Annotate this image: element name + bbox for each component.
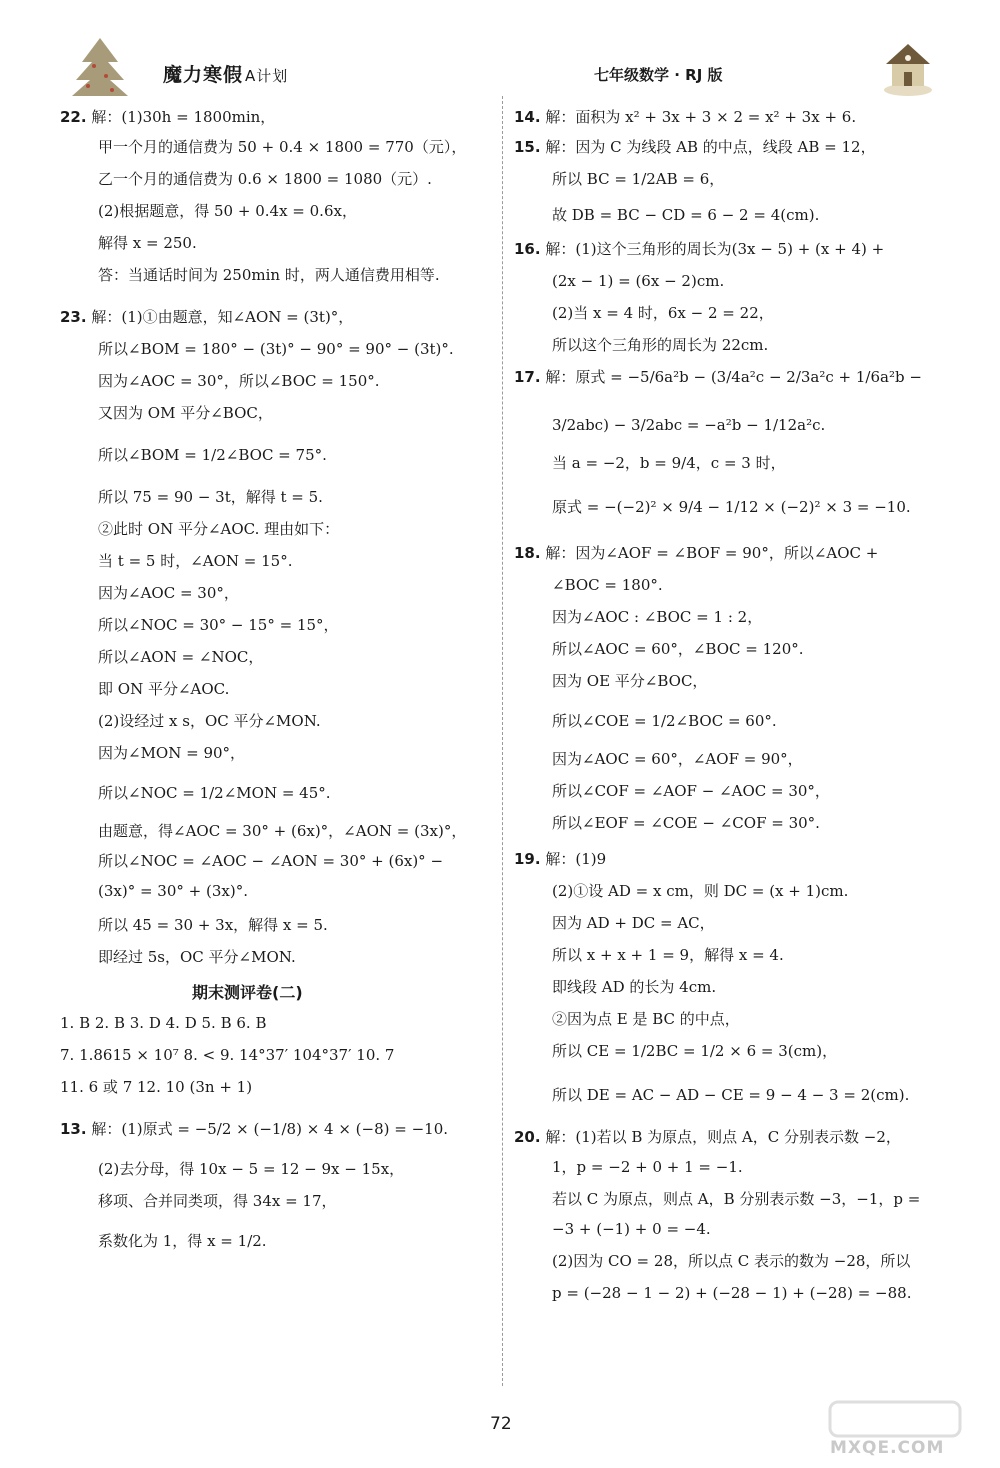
right-text-line — [514, 1126, 901, 1148]
book-title-text: 魔力寒假 — [163, 64, 244, 86]
book-title — [163, 60, 288, 87]
column-divider — [502, 96, 503, 1386]
right-text-line: 因为∠AOC = 60°，∠AOF = 90°， — [552, 750, 803, 768]
answer-text: 解：(1)①由题意，知∠AON = (3t)°， — [86, 308, 354, 326]
right-text-line: 所以 CE = 1/2BC = 1/2 × 6 = 3(cm)， — [552, 1042, 838, 1060]
right-text-line — [514, 848, 606, 870]
christmas-tree-icon — [60, 36, 140, 98]
left-text-line: 甲一个月的通信费为 50 + 0.4 × 1800 = 770（元）， — [98, 138, 467, 156]
right-text-line — [514, 366, 922, 388]
right-text-line: 3/2abc) − 3/2abc = −a²b − 1/12a²c. — [552, 416, 826, 434]
page-header — [0, 28, 1000, 98]
left-text-line: 因为∠AOC = 30°， — [98, 584, 239, 602]
right-text-line: 所以 x + x + 1 = 9，解得 x = 4. — [552, 946, 784, 964]
left-text-line: 所以∠NOC = 1/2∠MON = 45°. — [98, 784, 331, 802]
right-text-line: (2)当 x = 4 时，6x − 2 = 22， — [552, 304, 774, 322]
right-text-line: 当 a = −2，b = 9/4，c = 3 时， — [552, 454, 786, 472]
left-text-line — [60, 306, 353, 328]
left-text-line: 因为∠AOC = 30°，所以∠BOC = 150°. — [98, 372, 380, 390]
question-number: 15. — [514, 138, 541, 156]
question-number: 17. — [514, 368, 541, 386]
right-text-line: 所以∠COF = ∠AOF − ∠AOC = 30°， — [552, 782, 830, 800]
answer-text: 解：(1)30h = 1800min， — [86, 108, 276, 126]
left-text-line: 1. B 2. B 3. D 4. D 5. B 6. B — [60, 1014, 267, 1032]
question-number: 20. — [514, 1128, 541, 1146]
right-text-line: ②因为点 E 是 BC 的中点， — [552, 1010, 740, 1028]
right-text-line: 即线段 AD 的长为 4cm. — [552, 978, 717, 996]
left-text-line: 因为∠MON = 90°， — [98, 744, 246, 762]
page-number: 72 — [490, 1414, 512, 1434]
right-text-line: 原式 = −(−2)² × 9/4 − 1/12 × (−2)² × 3 = −10. — [552, 498, 911, 516]
right-text-line: 若以 C 为原点，则点 A，B 分别表示数 −3，−1，p = — [552, 1190, 921, 1208]
question-number: 18. — [514, 544, 541, 562]
left-text-line: (3x)° = 30° + (3x)°. — [98, 882, 248, 900]
left-text-line: 所以 45 = 30 + 3x，解得 x = 5. — [98, 916, 328, 934]
question-number: 23. — [60, 308, 87, 326]
left-text-line: 由题意，得∠AOC = 30° + (6x)°，∠AON = (3x)°， — [98, 822, 467, 840]
answer-text: 解：(1)这个三角形的周长为(3x − 5) + (x + 4) + — [540, 240, 885, 258]
right-text-line: 所以这个三角形的周长为 22cm. — [552, 336, 769, 354]
grade-label: 七年级数学 · RJ 版 — [594, 66, 723, 84]
right-text-line: (2)①设 AD = x cm，则 DC = (x + 1)cm. — [552, 882, 849, 900]
right-text-line: 所以∠COE = 1/2∠BOC = 60°. — [552, 712, 777, 730]
left-text-line: 所以∠BOM = 1/2∠BOC = 75°. — [98, 446, 327, 464]
left-text-line: 移项、合并同类项，得 34x = 17， — [98, 1192, 337, 1210]
book-plan: A计划 — [245, 67, 289, 85]
answer-text: 解：面积为 x² + 3x + 3 × 2 = x² + 3x + 6. — [540, 108, 857, 126]
left-text-line: 答：当通话时间为 250min 时，两人通信费用相等. — [98, 266, 440, 284]
right-text-line: −3 + (−1) + 0 = −4. — [552, 1220, 711, 1238]
left-text-line: 又因为 OM 平分∠BOC， — [98, 404, 273, 422]
left-text-line: 所以∠NOC = 30° − 15° = 15°， — [98, 616, 339, 634]
left-text-line: 所以∠NOC = ∠AOC − ∠AON = 30° + (6x)° − — [98, 852, 444, 870]
answer-text: 解：(1)9 — [540, 850, 607, 868]
answer-text: 解：原式 = −5/6a²b − (3/4a²c − 2/3a²c + 1/6a²b − — [540, 368, 922, 386]
left-text-line: 所以 75 = 90 − 3t，解得 t = 5. — [98, 488, 323, 506]
left-text-line: 解得 x = 250. — [98, 234, 197, 252]
right-text-line — [514, 136, 876, 158]
left-text-line: 7. 1.8615 × 10⁷ 8. < 9. 14°37′ 104°37′ 10. 7 — [60, 1046, 395, 1064]
question-number: 22. — [60, 108, 87, 126]
left-text-line: 11. 6 或 7 12. 10 (3n + 1) — [60, 1078, 253, 1096]
left-text-line: 所以∠AON = ∠NOC， — [98, 648, 264, 666]
left-text-line: 系数化为 1，得 x = 1/2. — [98, 1232, 267, 1250]
right-text-line: 所以∠EOF = ∠COE − ∠COF = 30°. — [552, 814, 820, 832]
section-title: 期末测评卷(二) — [192, 983, 303, 1002]
question-number: 19. — [514, 850, 541, 868]
question-number: 13. — [60, 1120, 87, 1138]
answer-text: 解：(1)原式 = −5/2 × (−1/8) × 4 × (−8) = −10. — [86, 1120, 449, 1138]
right-text-line: p = (−28 − 1 − 2) + (−28 − 1) + (−28) = −88. — [552, 1284, 912, 1302]
left-text-line: 所以∠BOM = 180° − (3t)° − 90° = 90° − (3t)°. — [98, 340, 454, 358]
right-text-line — [514, 106, 856, 128]
right-text-line: 因为∠AOC : ∠BOC = 1 : 2， — [552, 608, 763, 626]
right-text-line: (2x − 1) = (6x − 2)cm. — [552, 272, 725, 290]
left-text-line: 即经过 5s，OC 平分∠MON. — [98, 948, 296, 966]
answer-text: 解：因为∠AOF = ∠BOF = 90°，所以∠AOC + — [540, 544, 879, 562]
answer-text: 解：因为 C 为线段 AB 的中点，线段 AB = 12， — [540, 138, 876, 156]
right-text-line: ∠BOC = 180°. — [552, 576, 663, 594]
left-text-line: 乙一个月的通信费为 0.6 × 1800 = 1080（元）. — [98, 170, 432, 188]
left-text-line: 当 t = 5 时，∠AON = 15°. — [98, 552, 293, 570]
right-text-line — [514, 542, 878, 564]
question-number: 16. — [514, 240, 541, 258]
right-text-line: (2)因为 CO = 28，所以点 C 表示的数为 −28，所以 — [552, 1252, 911, 1270]
right-text-line: 1，p = −2 + 0 + 1 = −1. — [552, 1158, 743, 1176]
watermark-text: MXQE.COM — [830, 1438, 945, 1458]
right-text-line: 因为 AD + DC = AC， — [552, 914, 715, 932]
snow-house-icon — [880, 34, 936, 98]
left-text-line: ②此时 ON 平分∠AOC. 理由如下： — [98, 520, 340, 538]
right-text-line: 所以 BC = 1/2AB = 6， — [552, 170, 725, 188]
left-text-line — [60, 1118, 448, 1140]
left-text-line: (2)设经过 x s，OC 平分∠MON. — [98, 712, 321, 730]
right-text-line: 所以 DE = AC − AD − CE = 9 − 4 − 3 = 2(cm). — [552, 1086, 910, 1104]
left-text-line: 即 ON 平分∠AOC. — [98, 680, 230, 698]
question-number: 14. — [514, 108, 541, 126]
right-text-line — [514, 238, 884, 260]
right-text-line: 因为 OE 平分∠BOC， — [552, 672, 708, 690]
answer-text: 解：(1)若以 B 为原点，则点 A，C 分别表示数 −2， — [540, 1128, 901, 1146]
left-text-line: (2)去分母，得 10x − 5 = 12 − 9x − 15x， — [98, 1160, 405, 1178]
right-text-line: 所以∠AOC = 60°，∠BOC = 120°. — [552, 640, 804, 658]
left-text-line: (2)根据题意，得 50 + 0.4x = 0.6x， — [98, 202, 357, 220]
left-text-line — [60, 106, 275, 128]
right-text-line: 故 DB = BC − CD = 6 − 2 = 4(cm). — [552, 206, 820, 224]
